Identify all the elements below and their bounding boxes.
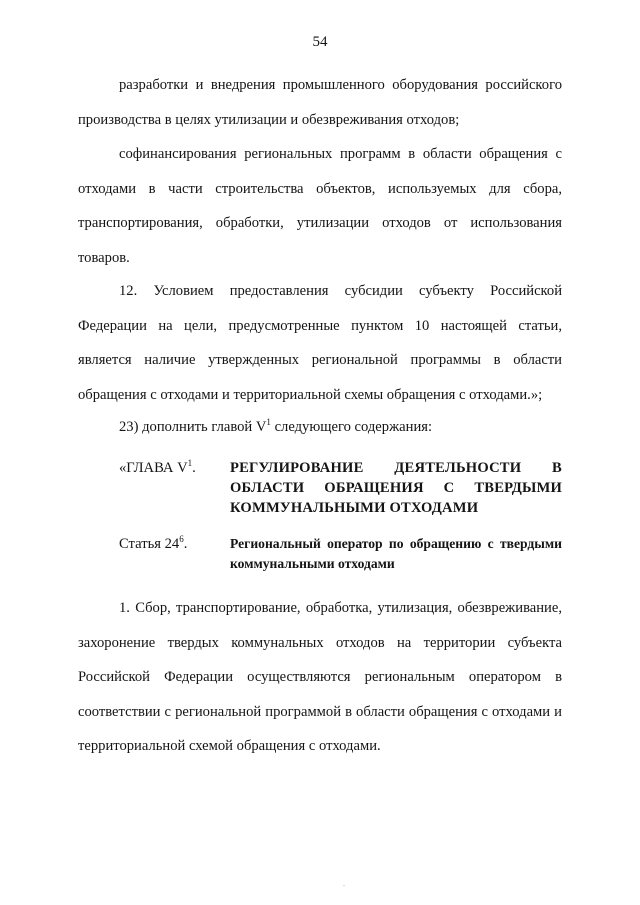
chapter-label-suffix: .: [192, 460, 196, 476]
article-title: Региональный оператор по обращению с твердыми коммунальными отходами: [230, 536, 562, 571]
paragraph-amendment-23: [78, 410, 562, 445]
chapter-label-superscript: 1: [187, 458, 193, 469]
article-label-superscript: 6: [179, 534, 184, 545]
article-label-text: Статья 24: [119, 536, 180, 552]
amendment-superscript: 1: [266, 417, 271, 428]
chapter-label-text: «ГЛАВА V: [119, 460, 188, 476]
amendment-text-after: следующего содержания:: [270, 419, 433, 435]
article-label-suffix: .: [183, 536, 188, 552]
paragraph-subsidy-condition: 12. Условием предоставления субсидии субъекту Российской Федерации на цели, предусмотренные пунктом 10 настоящей статьи, является наличие утвержденных региональной программы в области обращения с отходами и территориальной схемы обращения с отходами.»;: [78, 283, 562, 403]
amendment-text-before: 23) дополнить главой V: [119, 419, 267, 435]
page-number: 54: [312, 34, 328, 50]
chapter-title: РЕГУЛИРОВАНИЕ ДЕЯТЕЛЬНОСТИ В ОБЛАСТИ ОБРАЩЕНИЯ С ТВЕРДЫМИ КОММУНАЛЬНЫМИ ОТХОДАМИ: [230, 460, 562, 516]
paragraph-industrial-equipment: разработки и внедрения промышленного оборудования российского производства в целях утилизации и обезвреживания отходов;: [78, 77, 562, 128]
chapter-label: [119, 458, 196, 478]
paragraph-cofinancing: софинансирования региональных программ в области обращения с отходами в части строительства объектов, используемых для сбора, транспортирования, обработки, утилизации отходов от использования товаров.: [78, 146, 562, 266]
article-label: [119, 534, 187, 554]
paragraph-article-clause-1: 1. Сбор, транспортирование, обработка, утилизация, обезвреживание, захоронение твердых коммунальных отходов на территории субъекта Российской Федерации осуществляются региональным оператором в соответствии с региональной программой в области обращения с отходами и территориальной схемой обращения с отходами.: [78, 600, 562, 754]
scan-artifact: [343, 885, 345, 886]
